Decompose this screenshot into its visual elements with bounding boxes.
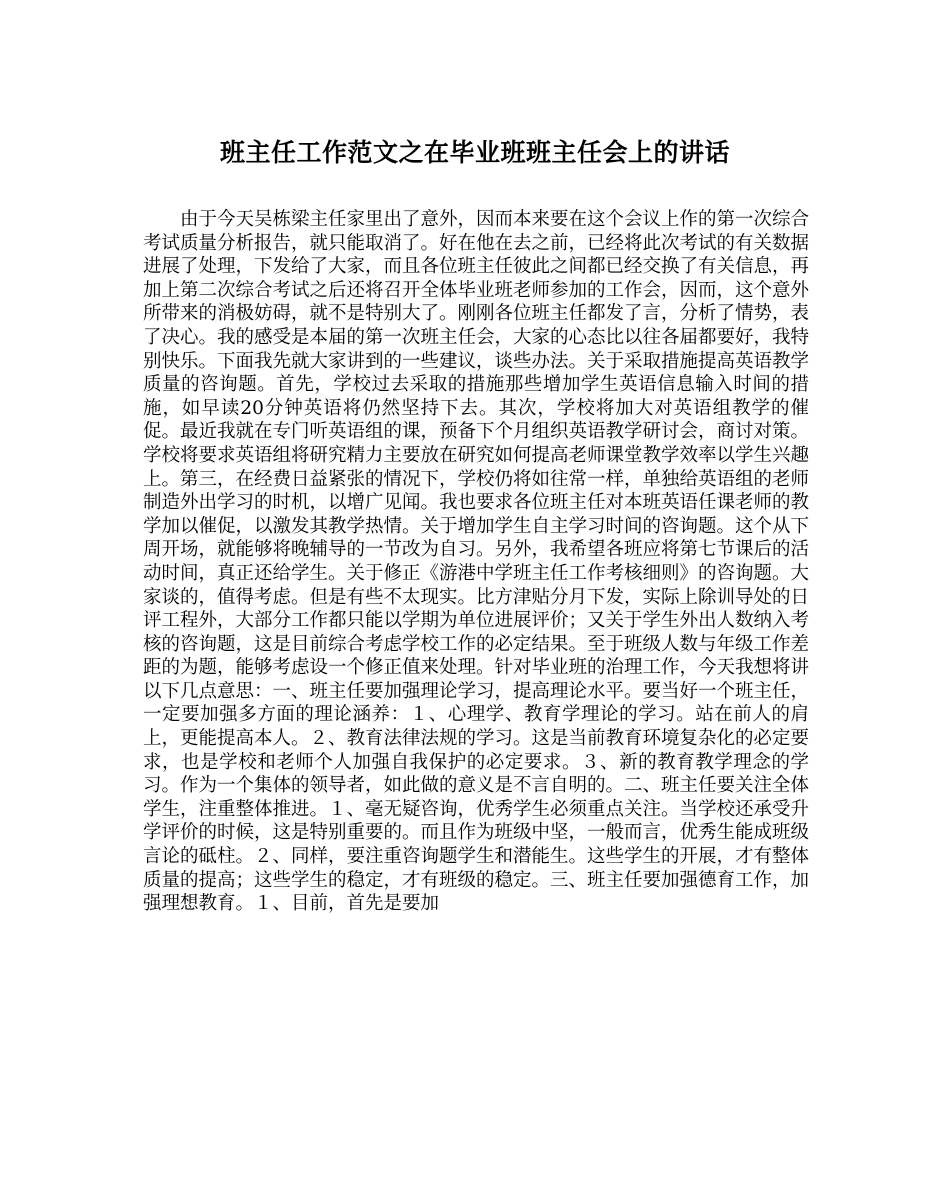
document-body-paragraph: 由于今天吴栋梁主任家里出了意外，因而本来要在这个会议上作的第一次综合考试质量分析报告，就只能取消了。好在他在去之前，已经将此次考试的有关数据进展了处理，下发给了大家，而且各位班主任彼此之间都已经交换了有关信息，再加上第二次综合考试之后还将召开全体毕业班老师参加的工作会，因而，这个意外所带来的消极妨碍，就不是特别大了。刚刚各位班主任都发了言，分析了情势，表了决心。我的感受是本届的第一次班主任会，大家的心态比以往各届都要好，我特别快乐。下面我先就大家讲到的一些建议，谈些办法。关于采取措施提高英语教学质量的咨询题。首先，学校过去采取的措施那些增加学生英语信息输入时间的措施，如早读20分钟英语将仍然坚持下去。其次，学校将加大对英语组教学的催促。最近我就在专门听英语组的课，预备下个月组织英语教学研讨会，商讨对策。学校将要求英语组将研究精力主要放在研究如何提高老师课堂教学效率以学生兴趣上。第三，在经费日益紧张的情况下，学校仍将如往常一样，单独给英语组的老师制造外出学习的时机，以增广见闻。我也要求各位班主任对本班英语任课老师的教学加以催促，以激发其教学热情。关于增加学生自主学习时间的咨询题。这个从下周开场，就能够将晚辅导的一节改为自习。另外，我希望各班应将第七节课后的活动时间，真正还给学生。关于修正《游港中学班主任工作考核细则》的咨询题。大家谈的，值得考虑。但是有些不太现实。比方津贴分月下发，实际上除训导处的日评工程外，大部分工作都只能以学期为单位进展评价；又关于学生外出人数纳入考核的咨询题，这是目前综合考虑学校工作的必定结果。至于班级人数与年级工作差距的为题，能够考虑设一个修正值来处理。针对毕业班的治理工作，今天我想将讲以下几点意思：一、班主任要加强理论学习，提高理论水平。要当好一个班主任，一定要加强多方面的理论涵养：１、心理学、教育学理论的学习。站在前人的肩上，更能提高本人。２、教育法律法规的学习。这是当前教育环境复杂化的必定要求，也是学校和老师个人加强自我保护的必定要求。３、新的教育教学理念的学习。作为一个集体的领导者，如此做的意义是不言自明的。二、班主任要关注全体学生，注重整体推进。１、毫无疑咨询，优秀学生必须重点关注。当学校还承受升学评价的时候，这是特别重要的。而且作为班级中坚，一般而言，优秀生能成班级言论的砥柱。２、同样，要注重咨询题学生和潜能生。这些学生的开展，才有整体质量的提高；这些学生的稳定，才有班级的稳定。三、班主任要加强德育工作，加强理想教育。１、目前，首先是要加 (143, 209, 810, 915)
document-title: 班主任工作范文之在毕业班班主任会上的讲话 (219, 138, 730, 167)
